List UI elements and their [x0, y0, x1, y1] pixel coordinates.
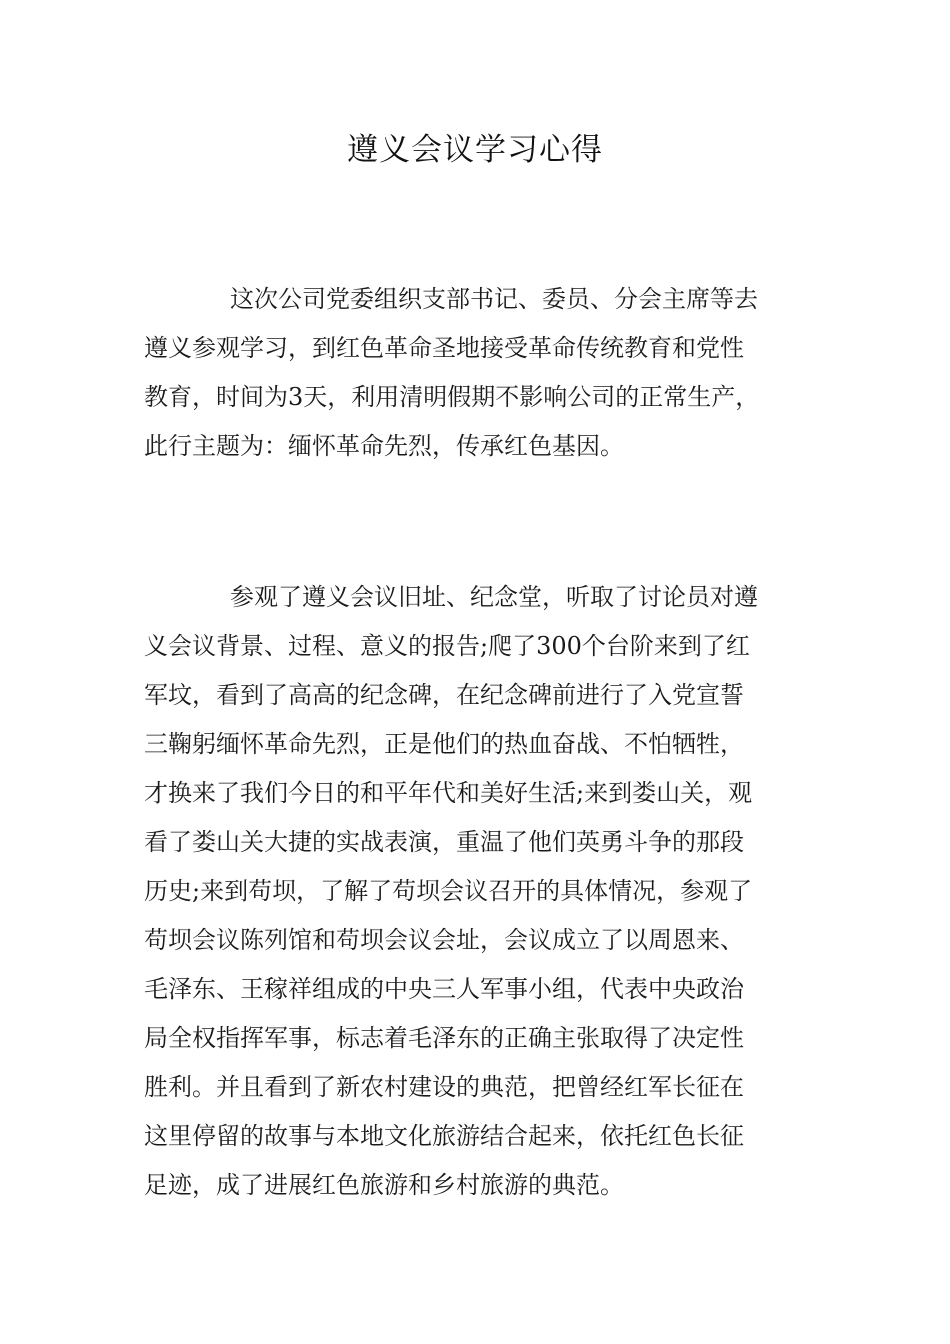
paragraph-line: 此行主题为：缅怀革命先烈，传承红色基因。	[144, 432, 624, 460]
paragraph-line: 遵义参观学习，到红色革命圣地接受革命传统教育和党性	[144, 334, 744, 362]
document-title: 遵义会议学习心得	[347, 132, 603, 168]
paragraph-line: 军坟，看到了高高的纪念碑，在纪念碑前进行了入党宣誓	[144, 681, 744, 709]
paragraph-line: 才换来了我们今日的和平年代和美好生活;来到娄山关，观	[144, 779, 753, 807]
paragraph-line: 教育，时间为3天，利用清明假期不影响公司的正常生产，	[144, 383, 760, 411]
paragraph-line: 这次公司党委组织支部书记、委员、分会主席等去	[230, 285, 758, 313]
paragraph-line: 毛泽东、王稼祥组成的中央三人军事小组，代表中央政治	[144, 975, 744, 1003]
paragraph-1	[144, 275, 808, 471]
paragraph-line: 局全权指挥军事，标志着毛泽东的正确主张取得了决定性	[144, 1024, 744, 1052]
paragraph-line: 苟坝会议陈列馆和苟坝会议会址，会议成立了以周恩来、	[144, 926, 744, 954]
paragraph-line: 胜利。并且看到了新农村建设的典范，把曾经红军长征在	[144, 1073, 744, 1101]
paragraph-line: 义会议背景、过程、意义的报告;爬了300个台阶来到了红	[144, 632, 750, 660]
paragraph-line: 看了娄山关大捷的实战表演，重温了他们英勇斗争的那段	[144, 828, 744, 856]
paragraph-2	[144, 573, 808, 1210]
paragraph-line: 这里停留的故事与本地文化旅游结合起来，依托红色长征	[144, 1122, 744, 1150]
paragraph-line: 参观了遵义会议旧址、纪念堂，听取了讨论员对遵	[230, 583, 758, 611]
paragraph-line: 历史;来到苟坝，了解了苟坝会议召开的具体情况，参观了	[144, 877, 753, 905]
paragraph-line: 足迹，成了进展红色旅游和乡村旅游的典范。	[144, 1171, 624, 1199]
paragraph-line: 三鞠躬缅怀革命先烈，正是他们的热血奋战、不怕牺牲，	[144, 730, 744, 758]
